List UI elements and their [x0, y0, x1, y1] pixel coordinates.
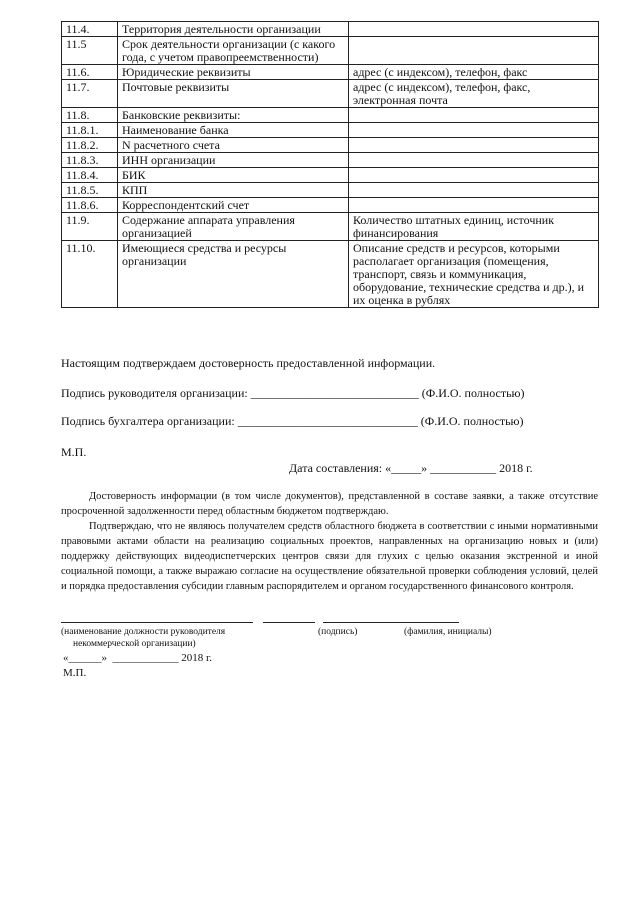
table-row — [62, 183, 599, 198]
row-note — [349, 153, 599, 168]
row-name: Содержание аппарата управления организацией — [118, 213, 349, 241]
table-row — [62, 198, 599, 213]
stamp-place: М.П. — [61, 445, 87, 459]
table-row — [62, 213, 599, 241]
row-name: N расчетного счета — [118, 138, 349, 153]
row-name: БИК — [118, 168, 349, 183]
row-name: Корреспондентский счет — [118, 198, 349, 213]
table-row — [62, 80, 599, 108]
table-row — [62, 138, 599, 153]
confirm-text: Настоящим подтверждаем достоверность предоставленной информации. — [61, 356, 436, 370]
table-row — [62, 22, 599, 37]
position-rule — [61, 622, 253, 623]
row-note: адрес (с индексом), телефон, факс — [349, 65, 599, 80]
signature-caption: (подпись) — [318, 627, 358, 637]
head-signature-line: Подпись руководителя организации: ____________________________ (Ф.И.О. полностью) — [61, 386, 525, 400]
paragraph-consent: Подтверждаю, что не являюсь получателем средств областного бюджета в соответствии с иными нормативными правовыми актами области на реализацию социальных проектов, направленных на организацию новых и (или) поддержку действующих видеодиспетчерских центров связи для глухих с целью оказания экстренной и иной социальной помощи, а также выражаю согласие на осуществление обязательной проверки соблюдения условий, целей и порядка предоставления субсидии главным распорядителем и органом государственного финансового контроля. — [61, 521, 598, 592]
row-name: ИНН организации — [118, 153, 349, 168]
row-number: 11.10. — [62, 241, 118, 308]
row-name: Банковские реквизиты: — [118, 108, 349, 123]
row-number: 11.8.1. — [62, 123, 118, 138]
row-name: Юридические реквизиты — [118, 65, 349, 80]
row-note: адрес (с индексом), телефон, факс, электронная почта — [349, 80, 599, 108]
row-number: 11.4. — [62, 22, 118, 37]
row-number: 11.8. — [62, 108, 118, 123]
row-number: 11.8.2. — [62, 138, 118, 153]
row-note — [349, 108, 599, 123]
row-name: Территория деятельности организации — [118, 22, 349, 37]
row-note: Описание средств и ресурсов, которыми располагает организация (помещения, транспорт, связь и коммуникация, оборудование, технические средства и др.), и их оценка в рублях — [349, 241, 599, 308]
paragraph-debt: Достоверность информации (в том числе документов), представленной в составе заявки, а также отсутствие просроченной задолженности перед областным бюджетом подтверждаю. — [61, 491, 598, 517]
row-note — [349, 123, 599, 138]
footer-date-line: «______» ____________ 2018 г. — [63, 652, 213, 664]
row-name: Срок деятельности организации (с какого года, с учетом правопреемственности) — [118, 37, 349, 65]
row-number: 11.8.6. — [62, 198, 118, 213]
row-number: 11.8.3. — [62, 153, 118, 168]
row-note — [349, 168, 599, 183]
row-number: 11.7. — [62, 80, 118, 108]
date-line: Дата составления: «_____» ___________ 2018 г. — [289, 461, 533, 475]
row-name: Имеющиеся средства и ресурсы организации — [118, 241, 349, 308]
row-number: 11.5 — [62, 37, 118, 65]
row-name: Почтовые реквизиты — [118, 80, 349, 108]
accountant-signature-line: Подпись бухгалтера организации: ______________________________ (Ф.И.О. полностью) — [61, 414, 524, 428]
footer-stamp-place: М.П. — [63, 667, 87, 679]
certification-paragraph — [61, 489, 598, 594]
row-name: КПП — [118, 183, 349, 198]
table-row — [62, 65, 599, 80]
table-row — [62, 123, 599, 138]
table-row — [62, 108, 599, 123]
table-row — [62, 168, 599, 183]
row-number: 11.8.4. — [62, 168, 118, 183]
name-rule — [323, 622, 459, 623]
row-number: 11.9. — [62, 213, 118, 241]
row-note — [349, 183, 599, 198]
name-caption: (фамилия, инициалы) — [404, 627, 492, 637]
row-number: 11.8.5. — [62, 183, 118, 198]
row-name: Наименование банка — [118, 123, 349, 138]
row-note — [349, 138, 599, 153]
table-row — [62, 37, 599, 65]
requisites-table — [61, 21, 599, 308]
row-note — [349, 198, 599, 213]
table-row — [62, 153, 599, 168]
row-note — [349, 22, 599, 37]
row-number: 11.6. — [62, 65, 118, 80]
position-caption-cont: некоммерческой организации) — [73, 639, 196, 649]
row-note — [349, 37, 599, 65]
signature-rule — [263, 622, 315, 623]
table-row — [62, 241, 599, 308]
position-caption: (наименование должности руководителя — [61, 627, 226, 637]
row-note: Количество штатных единиц, источник финансирования — [349, 213, 599, 241]
